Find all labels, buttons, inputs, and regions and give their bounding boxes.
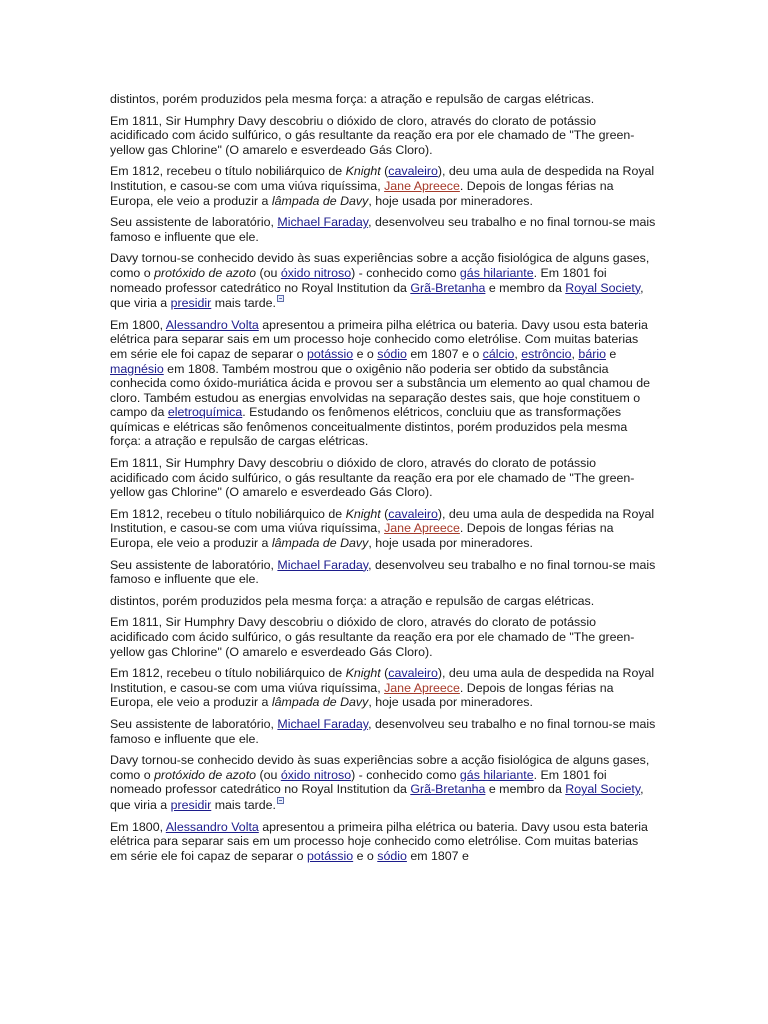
link-gas-hilariante[interactable]: gás hilariante (459, 767, 534, 782)
link-eletroquimica[interactable]: eletroquímica (167, 405, 243, 420)
link-oxido-nitroso[interactable]: óxido nitroso (280, 767, 352, 782)
footnote-icon[interactable] (277, 797, 284, 804)
davy-lamp-term: lâmpada de Davy (271, 193, 369, 208)
link-oxido-nitroso[interactable]: óxido nitroso (280, 265, 352, 280)
link-calcio[interactable]: cálcio (482, 346, 515, 361)
link-gas-hilariante[interactable]: gás hilariante (459, 265, 534, 280)
knight-term: Knight (345, 164, 381, 179)
link-presidir[interactable]: presidir (170, 296, 212, 311)
link-michael-faraday[interactable]: Michael Faraday (277, 557, 369, 572)
knight-term: Knight (345, 666, 381, 681)
paragraph-electric-forces: distintos, porém produzidos pela mesma força: a atração e repulsão de cargas elétricas. (110, 92, 595, 106)
paragraph-volta: Em 1800, Alessandro Volta apresentou a primeira pilha elétrica ou bateria. Davy usou esta bateria elétrica para separar sais em um processo hoje conhecido como eletrólise. Com muitas baterias em série ele foi capaz de separar o potássio e o sódio em 1807 e o cálcio, estrôncio, bário e magnésio em 1808. Também mostrou que o oxigênio não poderia ser obtido da substância conhecida como óxido-muriática ácida e provou ser a substância um elemento ao qual chamou de cloro. Também estudou as energias envolvidas na separação destes sais, que hoje constituem o campo da eletroquímica. Estudando os fenômenos elétricos, concluiu que as transformações químicas e elétricas são fenômenos conceitualmente distintos, porém produzidos pela mesma força: a atração e repulsão de cargas elétricas. (110, 317, 650, 449)
davy-lamp-term: lâmpada de Davy (271, 695, 369, 710)
link-michael-faraday[interactable]: Michael Faraday (277, 215, 369, 230)
link-gra-bretanha[interactable]: Grã-Bretanha (410, 782, 486, 797)
knight-term: Knight (345, 506, 381, 521)
paragraph-faraday: Seu assistente de laboratório, Michael Faraday, desenvolveu seu trabalho e no final tornou-se mais famoso e influente que ele. (110, 557, 656, 587)
paragraph-knight: Em 1812, recebeu o título nobiliárquico de Knight (cavaleiro), deu uma aula de despedida na Royal Institution, e casou-se com uma viúva riquíssima, Jane Apreece. Depois de longas férias na Europa, ele veio a produzir a lâmpada de Davy, hoje usada por mineradores. (110, 164, 655, 208)
link-royal-society[interactable]: Royal Society (565, 280, 641, 295)
link-estroncio[interactable]: estrôncio (521, 346, 572, 361)
link-sodio[interactable]: sódio (377, 848, 407, 863)
link-bario[interactable]: bário (578, 346, 606, 361)
paragraph-knight: Em 1812, recebeu o título nobiliárquico de Knight (cavaleiro), deu uma aula de despedida na Royal Institution, e casou-se com uma viúva riquíssima, Jane Apreece. Depois de longas férias na Europa, ele veio a produzir a lâmpada de Davy, hoje usada por mineradores. (110, 506, 655, 551)
paragraph-chlorine: Em 1811, Sir Humphry Davy descobriu o dióxido de cloro, através do clorato de potássio acidificado com ácido sulfúrico, o gás resultante da reação era por ele chamado de "The green-yellow gas Chlorine" (O amarelo e esverdeado Gás Cloro). (110, 615, 635, 659)
davy-lamp-term: lâmpada de Davy (271, 536, 369, 551)
link-royal-society[interactable]: Royal Society (565, 782, 641, 797)
paragraph-knight: Em 1812, recebeu o título nobiliárquico de Knight (cavaleiro), deu uma aula de despedida na Royal Institution, e casou-se com uma viúva riquíssima, Jane Apreece. Depois de longas férias na Europa, ele veio a produzir a lâmpada de Davy, hoje usada por mineradores. (110, 666, 655, 710)
paragraph-chlorine: Em 1811, Sir Humphry Davy descobriu o dióxido de cloro, através do clorato de potássio acidificado com ácido sulfúrico, o gás resultante da reação era por ele chamado de "The green-yellow gas Chlorine" (O amarelo e esverdeado Gás Cloro). (110, 113, 635, 157)
document-page (110, 92, 656, 870)
link-cavaleiro[interactable]: cavaleiro (388, 506, 438, 521)
paragraph-davy-gases: Davy tornou-se conhecido devido às suas experiências sobre a acção fisiológica de alguns gases, como o protóxido de azoto (ou óxido nitroso) - conhecido como gás hilariante. Em 1801 foi nomeado professor catedrático no Royal Institution da Grã-Bretanha e membro da Royal Society, que viria a presidir mais tarde. (110, 753, 650, 812)
protoxido-term: protóxido de azoto (154, 265, 257, 280)
paragraph-volta-partial: Em 1800, Alessandro Volta apresentou a primeira pilha elétrica ou bateria. Davy usou esta bateria elétrica para separar sais em um processo hoje conhecido como eletrólise. Com muitas baterias em série ele foi capaz de separar o potássio e o sódio em 1807 e (110, 819, 648, 863)
link-cavaleiro[interactable]: cavaleiro (388, 666, 438, 681)
link-sodio[interactable]: sódio (377, 346, 407, 361)
paragraph-davy-gases: Davy tornou-se conhecido devido às suas experiências sobre a acção fisiológica de alguns gases, como o protóxido de azoto (ou óxido nitroso) - conhecido como gás hilariante. Em 1801 foi nomeado professor catedrático no Royal Institution da Grã-Bretanha e membro da Royal Society, que viria a presidir mais tarde. (110, 251, 650, 311)
link-jane-apreece[interactable]: Jane Apreece (384, 178, 460, 193)
link-presidir[interactable]: presidir (170, 797, 212, 812)
link-cavaleiro[interactable]: cavaleiro (388, 164, 438, 179)
link-magnesio[interactable]: magnésio (110, 361, 164, 376)
link-gra-bretanha[interactable]: Grã-Bretanha (410, 280, 486, 295)
paragraph-faraday: Seu assistente de laboratório, Michael Faraday, desenvolveu seu trabalho e no final tornou-se mais famoso e influente que ele. (110, 215, 656, 244)
link-jane-apreece[interactable]: Jane Apreece (384, 521, 460, 536)
footnote-icon[interactable] (277, 295, 284, 302)
protoxido-term: protóxido de azoto (154, 767, 257, 782)
link-potassio[interactable]: potássio (306, 346, 354, 361)
link-potassio[interactable]: potássio (306, 848, 354, 863)
paragraph-electric-forces: distintos, porém produzidos pela mesma força: a atração e repulsão de cargas elétricas. (110, 593, 595, 608)
paragraph-chlorine: Em 1811, Sir Humphry Davy descobriu o dióxido de cloro, através do clorato de potássio acidificado com ácido sulfúrico, o gás resultante da reação era por ele chamado de "The green-yellow gas Chlorine" (O amarelo e esverdeado Gás Cloro). (110, 456, 635, 500)
link-alessandro-volta[interactable]: Alessandro Volta (165, 317, 259, 332)
link-michael-faraday[interactable]: Michael Faraday (277, 716, 369, 731)
link-alessandro-volta[interactable]: Alessandro Volta (165, 819, 259, 834)
link-jane-apreece[interactable]: Jane Apreece (384, 680, 460, 695)
paragraph-faraday: Seu assistente de laboratório, Michael Faraday, desenvolveu seu trabalho e no final tornou-se mais famoso e influente que ele. (110, 716, 656, 746)
